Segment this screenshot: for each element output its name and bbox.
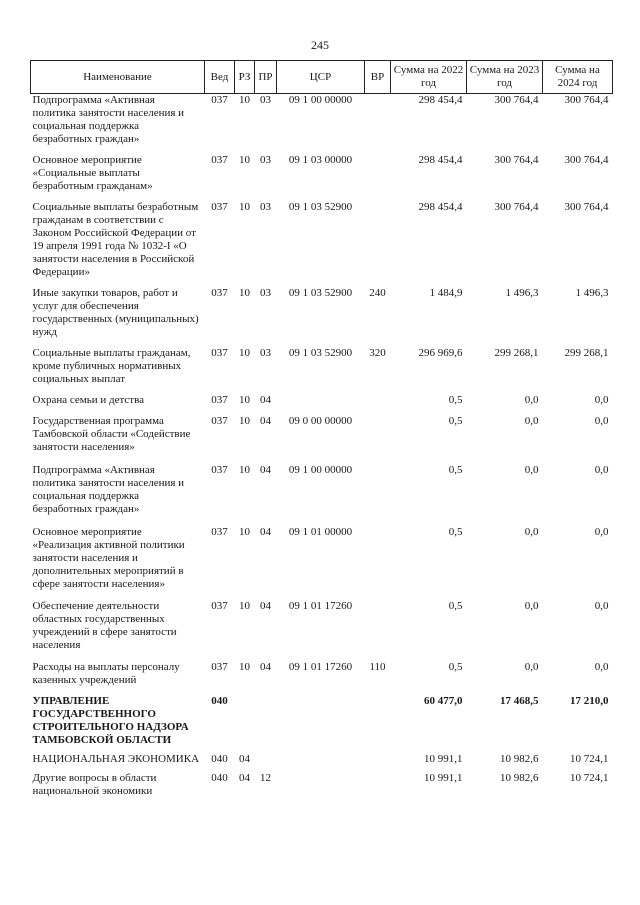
cell-sum-2022: 0,5 — [448, 661, 463, 673]
cell-csr — [277, 394, 365, 415]
cell-ved: 037 — [211, 464, 228, 476]
cell-sum-2022: 298 454,4 — [418, 94, 463, 106]
cell-pr: 04 — [260, 526, 271, 538]
cell-sum-2024: 0,0 — [594, 464, 609, 476]
cell-sum-2022: 298 454,4 — [418, 201, 463, 213]
cell-pr: 03 — [260, 94, 271, 106]
cell-vr: 320 — [369, 347, 386, 359]
cell-pr: 04 — [260, 661, 271, 673]
cell-csr: 09 1 03 52900 — [288, 287, 353, 299]
cell-csr: 09 1 03 52900 — [288, 347, 353, 359]
cell-sum-2023: 17 468,5 — [500, 695, 539, 707]
cell-ved: 040 — [211, 695, 228, 707]
header-sum-2023: Сумма на 2023 год — [467, 61, 543, 94]
header-sum-2024: Сумма на 2024 год — [543, 61, 613, 94]
cell-name: НАЦИОНАЛЬНАЯ ЭКОНОМИКА — [32, 753, 200, 765]
table-row — [31, 201, 613, 287]
table-body — [31, 94, 613, 799]
cell-ved: 037 — [211, 94, 228, 106]
cell-name: Обеспечение деятельности областных государственных учреждений в сфере занятости населения — [32, 600, 177, 651]
cell-pr: 04 — [260, 394, 271, 406]
cell-sum-2024: 0,0 — [594, 526, 609, 538]
cell-pr — [255, 695, 277, 753]
cell-pr: 04 — [260, 464, 271, 476]
header-pr: ПР — [255, 61, 277, 94]
cell-rz: 10 — [239, 287, 250, 299]
cell-ved: 037 — [211, 154, 228, 166]
cell-rz: 10 — [239, 464, 250, 476]
table-row — [31, 347, 613, 394]
table-row — [31, 415, 613, 464]
budget-table — [30, 60, 613, 798]
cell-sum-2024: 0,0 — [594, 415, 609, 427]
cell-rz: 10 — [239, 415, 250, 427]
cell-sum-2022: 0,5 — [448, 415, 463, 427]
cell-vr — [365, 154, 391, 201]
cell-name: Основное мероприятие «Реализация активной политики занятости населения и дополнительных мероприятий в сфере занятости населения» — [32, 526, 185, 590]
cell-csr: 09 1 00 00000 — [288, 94, 353, 106]
cell-sum-2022: 1 484,9 — [429, 287, 463, 299]
cell-csr — [277, 772, 365, 798]
cell-name: Основное мероприятие «Социальные выплаты безработным гражданам» — [32, 154, 153, 192]
cell-rz: 04 — [239, 772, 250, 784]
cell-sum-2024: 0,0 — [594, 661, 609, 673]
cell-sum-2022: 0,5 — [448, 600, 463, 612]
cell-rz: 10 — [239, 154, 250, 166]
table-header-row — [31, 61, 613, 94]
cell-name: Подпрограмма «Активная политика занятости населения и социальная поддержка безработных граждан» — [32, 464, 185, 515]
table-row — [31, 394, 613, 415]
cell-vr — [365, 201, 391, 287]
cell-name: Охрана семьи и детства — [32, 394, 145, 406]
cell-pr: 03 — [260, 287, 271, 299]
cell-ved: 040 — [211, 753, 228, 765]
table-row — [31, 287, 613, 347]
cell-sum-2023: 10 982,6 — [500, 772, 539, 784]
cell-sum-2022: 298 454,4 — [418, 154, 463, 166]
cell-sum-2022: 296 969,6 — [418, 347, 463, 359]
cell-sum-2024: 10 724,1 — [570, 753, 609, 765]
cell-rz: 10 — [239, 526, 250, 538]
cell-rz: 04 — [239, 753, 250, 765]
cell-csr: 09 1 01 17260 — [288, 661, 353, 673]
cell-sum-2022: 0,5 — [448, 394, 463, 406]
table-row — [31, 772, 613, 798]
cell-vr — [365, 695, 391, 753]
cell-sum-2023: 300 764,4 — [494, 94, 539, 106]
cell-name: Государственная программа Тамбовской области «Содействие занятости населения» — [32, 415, 191, 453]
cell-sum-2023: 0,0 — [524, 661, 539, 673]
table-row — [31, 526, 613, 600]
cell-ved: 037 — [211, 661, 228, 673]
cell-pr: 03 — [260, 347, 271, 359]
cell-name: Подпрограмма «Активная политика занятости населения и социальная поддержка безработных граждан» — [32, 94, 185, 145]
cell-ved: 037 — [211, 201, 228, 213]
cell-rz — [235, 695, 255, 753]
cell-csr: 09 1 03 00000 — [288, 154, 353, 166]
cell-sum-2023: 0,0 — [524, 464, 539, 476]
cell-name: Иные закупки товаров, работ и услуг для обеспечения государственных (муниципальных) нужд — [32, 287, 199, 338]
cell-ved: 037 — [211, 287, 228, 299]
cell-name: Другие вопросы в области национальной экономики — [32, 772, 157, 797]
cell-vr: 110 — [369, 661, 386, 673]
cell-csr — [277, 695, 365, 753]
cell-sum-2023: 0,0 — [524, 600, 539, 612]
cell-sum-2024: 1 496,3 — [575, 287, 609, 299]
cell-sum-2024: 300 764,4 — [564, 154, 609, 166]
cell-name: Социальные выплаты гражданам, кроме публичных нормативных социальных выплат — [32, 347, 191, 385]
cell-pr: 04 — [260, 415, 271, 427]
cell-sum-2023: 0,0 — [524, 415, 539, 427]
cell-sum-2024: 299 268,1 — [564, 347, 609, 359]
cell-sum-2024: 0,0 — [594, 600, 609, 612]
cell-name: Социальные выплаты безработным гражданам в соответствии с Законом Российской Федерации от 19 апреля 1991 года № 1032-I «О занятости населения в Российской Федерации» — [32, 201, 199, 278]
cell-vr — [365, 600, 391, 661]
cell-name: Расходы на выплаты персоналу казенных учреждений — [32, 661, 180, 686]
header-vr: ВР — [365, 61, 391, 94]
header-sum-2022: Сумма на 2022 год — [391, 61, 467, 94]
cell-ved: 040 — [211, 772, 228, 784]
table-row — [31, 154, 613, 201]
cell-vr — [365, 464, 391, 526]
table-row — [31, 695, 613, 753]
cell-vr — [365, 94, 391, 155]
cell-ved: 037 — [211, 526, 228, 538]
cell-rz: 10 — [239, 600, 250, 612]
cell-pr: 04 — [260, 600, 271, 612]
cell-vr — [365, 753, 391, 772]
cell-rz: 10 — [239, 661, 250, 673]
cell-pr: 12 — [260, 772, 271, 784]
cell-sum-2023: 1 496,3 — [505, 287, 539, 299]
cell-sum-2022: 60 477,0 — [424, 695, 463, 707]
table-row — [31, 753, 613, 772]
cell-pr — [255, 753, 277, 772]
cell-csr: 09 1 03 52900 — [288, 201, 353, 213]
cell-sum-2024: 300 764,4 — [564, 201, 609, 213]
cell-pr: 03 — [260, 154, 271, 166]
cell-ved: 037 — [211, 347, 228, 359]
cell-sum-2024: 0,0 — [594, 394, 609, 406]
cell-sum-2023: 300 764,4 — [494, 201, 539, 213]
cell-ved: 037 — [211, 415, 228, 427]
cell-csr: 09 0 00 00000 — [288, 415, 353, 427]
table-row — [31, 94, 613, 155]
cell-sum-2023: 299 268,1 — [494, 347, 539, 359]
cell-vr — [365, 526, 391, 600]
cell-sum-2024: 300 764,4 — [564, 94, 609, 106]
cell-vr — [365, 415, 391, 464]
cell-pr: 03 — [260, 201, 271, 213]
cell-sum-2022: 0,5 — [448, 526, 463, 538]
cell-sum-2024: 17 210,0 — [570, 695, 609, 707]
cell-sum-2023: 300 764,4 — [494, 154, 539, 166]
cell-csr: 09 1 01 00000 — [288, 526, 353, 538]
header-ved: Вед — [205, 61, 235, 94]
cell-csr: 09 1 01 17260 — [288, 600, 353, 612]
cell-sum-2022: 10 991,1 — [424, 753, 463, 765]
cell-sum-2023: 10 982,6 — [500, 753, 539, 765]
cell-ved: 037 — [211, 394, 228, 406]
cell-csr — [277, 753, 365, 772]
cell-rz: 10 — [239, 94, 250, 106]
table-row — [31, 661, 613, 695]
header-name: Наименование — [31, 61, 205, 94]
page-number: 245 — [311, 38, 329, 52]
cell-ved: 037 — [211, 600, 228, 612]
table-row — [31, 600, 613, 661]
cell-vr — [365, 772, 391, 798]
cell-sum-2022: 10 991,1 — [424, 772, 463, 784]
cell-rz: 10 — [239, 201, 250, 213]
header-rz: РЗ — [235, 61, 255, 94]
cell-name: УПРАВЛЕНИЕ ГОСУДАРСТВЕННОГО СТРОИТЕЛЬНОГО НАДЗОРА ТАМБОВСКОЙ ОБЛАСТИ — [32, 695, 189, 746]
cell-sum-2022: 0,5 — [448, 464, 463, 476]
cell-vr: 240 — [369, 287, 386, 299]
cell-sum-2023: 0,0 — [524, 394, 539, 406]
header-csr: ЦСР — [277, 61, 365, 94]
table-row — [31, 464, 613, 526]
cell-sum-2024: 10 724,1 — [570, 772, 609, 784]
cell-rz: 10 — [239, 394, 250, 406]
cell-rz: 10 — [239, 347, 250, 359]
cell-csr: 09 1 00 00000 — [288, 464, 353, 476]
cell-vr — [365, 394, 391, 415]
cell-sum-2023: 0,0 — [524, 526, 539, 538]
